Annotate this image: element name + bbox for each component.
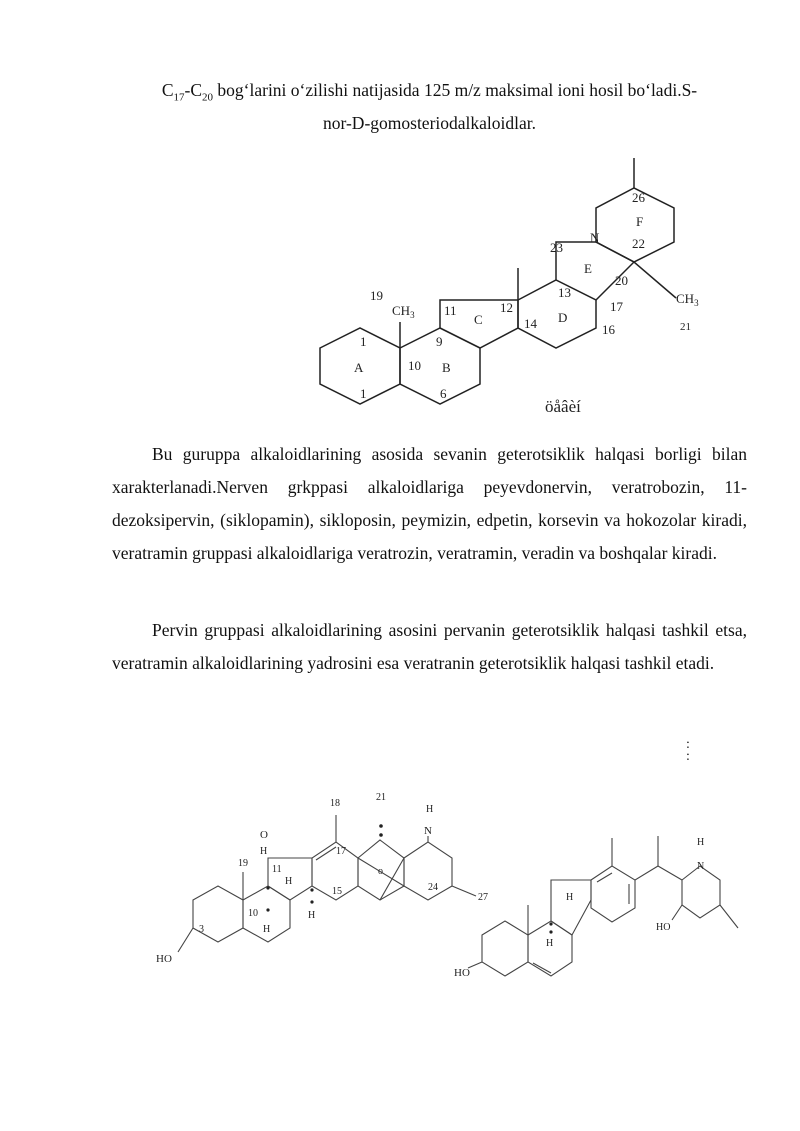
paragraph-1: Bu guruppa alkaloidlarining asosida sevanin geterotsiklik halqasi borligi bilan xarakterlanadi.Nerven grkppasi alkaloidlariga peyevdonervin, veratrobozin, 11-dezoksipervin, (siklopamin), sikloposin, peymizin, edpetin, korsevin va hokozolar kiradi, veratramin gruppasi alkaloidlariga veratrozin, veratramin, veradin va boshqalar kiradi. [112,444,747,563]
f3-hn: H [697,837,705,848]
f2-h1: H [263,924,271,935]
ring-label-c: C [474,312,483,327]
page-marks: : [686,737,690,752]
f2-c27 [452,886,476,896]
f2-o2: o [378,866,383,877]
f3-methyl-ring [720,905,738,928]
f3-ring-d [591,866,635,922]
label-11: 11 [444,303,457,318]
f3-ring-c [551,880,591,935]
ring-label-f: F [636,214,644,229]
label-6: 6 [440,386,447,401]
figure-3 [454,836,738,979]
paragraph-2: Pervin gruppasi alkaloidlarining asosini pervanin geterotsiklik halqasi tashkil etsa, veratramin alkaloidlarining yadrosini esa veratranin geterotsiklik halqasi tashkil etadi. [112,620,747,673]
label-16: 16 [602,322,615,337]
f3-ho2: HO [656,922,671,933]
f2-dot [310,900,313,903]
label-19: 19 [370,288,383,303]
ring-label-b: B [442,360,451,375]
f2-27: 27 [478,892,488,903]
f2-dot [310,888,313,891]
f3-dot [549,922,552,925]
figure-2 [156,792,488,965]
f2-ho: HO [156,953,172,965]
label-10: 10 [408,358,421,373]
f3-side-3 [658,866,682,880]
f2-17: 17 [336,846,346,857]
f2-dot [379,833,383,837]
label-12: 12 [500,300,513,315]
f2-h3: H [260,846,268,857]
f2-15: 15 [332,886,342,897]
intro-line-2: nor-D-gomosteriodalkaloidlar. [323,113,536,133]
f2-ho-bond [178,928,193,952]
figure-caption: öåâèí [545,397,581,416]
label-13: 13 [558,285,571,300]
f3-ho-bond [468,962,482,968]
f2-n: N [424,825,432,837]
f2-h4: H [308,910,316,921]
f3-ho1: HO [454,967,470,979]
atom-n: N [590,230,600,245]
f2-h2: H [285,876,293,887]
ring-label-e: E [584,261,592,276]
f2-24: 24 [428,882,438,893]
f2-11: 11 [272,864,282,875]
f2-dot [266,886,269,889]
f2-o: O [260,829,268,841]
label-1-bottom: 1 [360,386,367,401]
f3-n: N [697,861,705,872]
label-20: 20 [615,273,628,288]
f3-ring-a [482,921,528,976]
f2-10: 10 [248,908,258,919]
f2-hn: H [426,804,434,815]
f2-3: 3 [199,924,204,935]
f3-h1: H [566,892,574,903]
f3-h2: H [546,938,554,949]
f3-ho-bond-2 [672,905,682,920]
intro-sentence: bog‘larini o‘zilishi natijasida 125 m/z maksimal ioni hosil bo‘ladi.S- [213,80,698,100]
f2-dot [379,824,383,828]
label-22: 22 [632,236,645,251]
f2-18: 18 [330,798,340,809]
label-23: 23 [550,240,563,255]
f2-dot [266,908,269,911]
label-ch3-side: $CH_3$ [676,291,699,308]
f2-21: 21 [376,792,386,803]
f2-bridge-2 [380,858,404,900]
f2-19: 19 [238,858,248,869]
label-21: 21 [680,321,691,333]
ring-label-a: A [354,360,364,375]
label-26: 26 [632,190,645,205]
ring-label-d: D [558,310,568,325]
f3-side-1 [635,866,658,880]
label-17: 17 [610,299,623,314]
label-1-top: 1 [360,334,367,349]
page-marks-2: : [686,749,690,764]
label-ch3: $CH_3$ [392,303,415,320]
label-9: 9 [436,334,443,349]
f3-dot [549,930,552,933]
formula-c17: $C_{17}-C_{20}$ [161,80,214,104]
f3-ring-f [682,866,720,918]
label-14: 14 [524,316,537,331]
f3-double-bond [533,963,551,973]
